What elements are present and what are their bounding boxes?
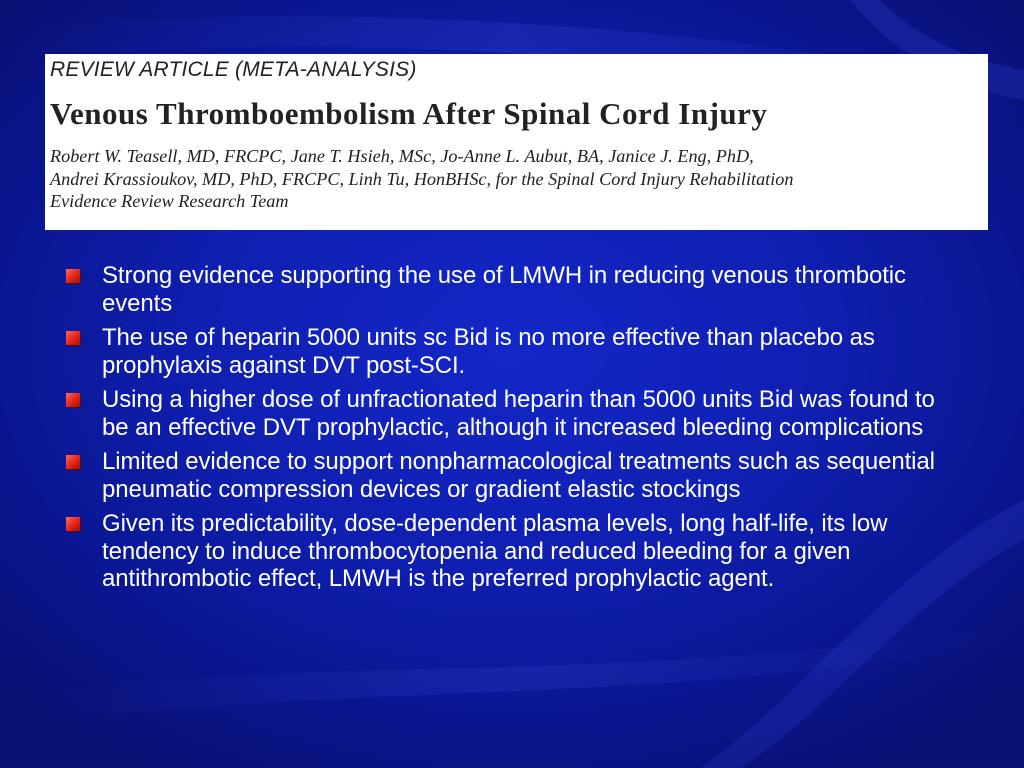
bullet-square-icon [66, 393, 80, 407]
bullet-square-icon [66, 269, 80, 283]
list-item [66, 386, 966, 441]
list-item [66, 510, 966, 593]
bullet-square-icon [66, 517, 80, 531]
article-title: Venous Thromboembolism After Spinal Cord Injury [50, 96, 768, 131]
list-item [66, 324, 966, 379]
author-line: Robert W. Teasell, MD, FRCPC, Jane T. Hsieh, MSc, Jo-Anne L. Aubut, BA, Janice J. Eng, PhD, [50, 146, 754, 166]
author-line: Andrei Krassioukov, MD, PhD, FRCPC, Linh Tu, HonBHSc, for the Spinal Cord Injury Rehabilitation [50, 168, 794, 189]
bullet-text: Given its predictability, dose-dependent plasma levels, long half-life, its low tendency to induce thrombocytopenia and reduced bleeding for a given antithrombotic effect, LMWH is the preferred prophylactic agent. [102, 510, 888, 592]
bullet-text: Strong evidence supporting the use of LMWH in reducing venous thrombotic events [102, 262, 906, 317]
list-item [66, 262, 966, 317]
article-header-image [45, 54, 988, 230]
bullet-square-icon [66, 331, 80, 345]
bullet-text: Limited evidence to support nonpharmacological treatments such as sequential pneumatic compression devices or gradient elastic stockings [102, 448, 935, 503]
article-kicker: REVIEW ARTICLE (META-ANALYSIS) [50, 58, 417, 81]
list-item [66, 448, 966, 503]
bullet-text: Using a higher dose of unfractionated heparin than 5000 units Bid was found to be an effective DVT prophylactic, although it increased bleeding complications [102, 386, 935, 441]
article-authors [50, 145, 988, 213]
bullet-list [66, 262, 966, 600]
author-line: Evidence Review Research Team [50, 191, 289, 211]
bullet-text: The use of heparin 5000 units sc Bid is no more effective than placebo as prophylaxis against DVT post-SCI. [102, 324, 875, 379]
bullet-square-icon [66, 455, 80, 469]
